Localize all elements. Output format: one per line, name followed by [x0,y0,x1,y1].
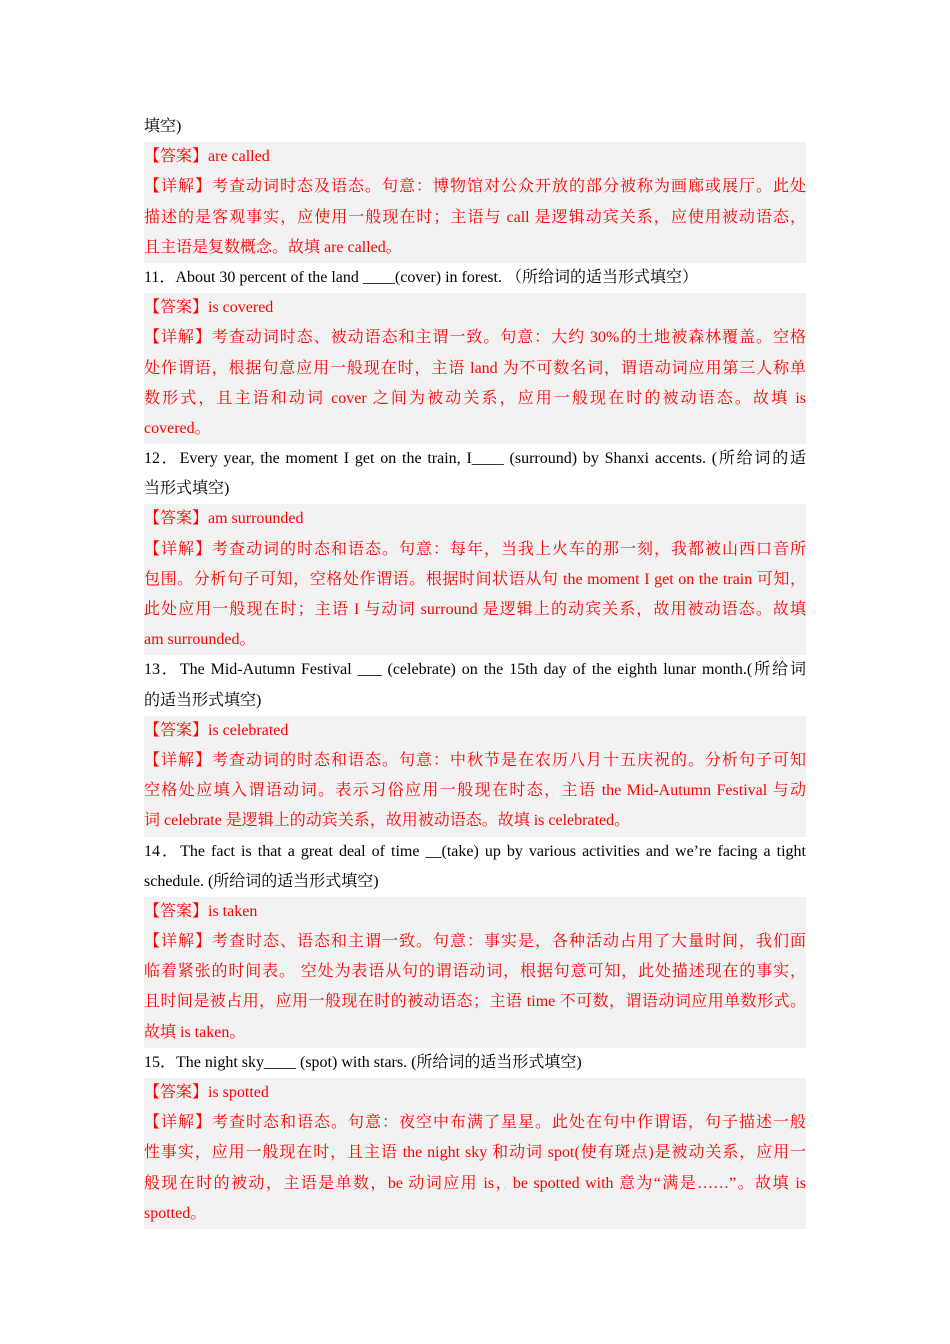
explanation-box-line: 处作谓语，根据句意应用一般现在时，主语 land 为不可数名词，谓语动词应用第三人称单 [144,359,806,377]
question-line: 11．About 30 percent of the land ____(cover) in forest. （所给词的适当形式填空） [144,268,698,286]
question-line: 14．The fact is that a great deal of time __(take) up by various activities and we’re facing a tight [144,842,806,860]
answer-box [144,716,806,746]
explanation-box-line: am surrounded。 [144,631,256,649]
question-line: 的适当形式填空) [144,691,262,709]
explanation-box-line: 性事实，应用一般现在时，且主语 the night sky 和动词 spot(使有斑点)是被动关系，应用一 [144,1144,806,1162]
explanation-box [144,535,806,656]
question [144,1048,806,1078]
explanation-box [144,1108,806,1229]
explanation-box-line: spotted。 [144,1204,207,1222]
answer-box-line: 【答案】is covered [144,299,274,317]
explanation-box-line: 【详解】考查时态和语态。句意：夜空中布满了星星。此处在句中作谓语，句子描述一般 [144,1114,806,1132]
explanation-box-line: 【详解】考查时态、语态和主谓一致。句意：事实是，各种活动占用了大量时间，我们面 [144,933,806,951]
question-line: 12．Every year, the moment I get on the train, I____ (surround) by Shanxi accents. (所给词的适 [144,450,806,468]
answer-box [144,897,806,927]
answer-box [144,142,806,172]
document-page [144,112,806,1229]
explanation-box [144,172,806,263]
explanation-box-line: 【详解】考查动词时态及语态。句意：博物馆对公众开放的部分被称为画廊或展厅。此处 [144,178,806,196]
explanation-box-line: 空格处应填入谓语动词。表示习俗应用一般现在时态，主语 the Mid-Autumn Festival 与动 [144,782,806,800]
question-line: 13．The Mid-Autumn Festival ___ (celebrate) on the 15th day of the eighth lunar month.(所给词 [144,661,806,679]
explanation-box-line: 【详解】考查动词的时态和语态。句意：中秋节是在农历八月十五庆祝的。分析句子可知 [144,751,806,769]
explanation-box [144,746,806,837]
question-line: 填空) [144,118,182,135]
answer-box [144,504,806,534]
question [144,837,806,897]
explanation-box-line: 此处应用一般现在时；主语 I 与动词 surround 是逻辑上的动宾关系，故用被动语态。故填 [144,601,806,618]
answer-box [144,1078,806,1108]
explanation-box-line: 【详解】考查动词的时态和语态。句意：每年，当我上火车的那一刻，我都被山西口音所 [144,540,806,558]
question [144,655,806,715]
answer-box [144,293,806,323]
answer-box-line: 【答案】are called [144,148,270,166]
explanation-box-line: covered。 [144,419,211,437]
answer-box-line: 【答案】is taken [144,902,258,920]
explanation-box-line: 且主语是复数概念。故填 are called。 [144,238,402,256]
answer-box-line: 【答案】is celebrated [144,721,289,739]
question-line: 15．The night sky____ (spot) with stars. (所给词的适当形式填空) [144,1053,582,1071]
explanation-box-line: 包围。分析句子可知，空格处作谓语。根据时间状语从句 the moment I get on the train 可知， [144,570,806,588]
question [144,112,806,142]
explanation-box-line: 般现在时的被动，主语是单数，be 动词应用 is，be spotted with 意为“满是……”。故填 is [144,1174,806,1192]
explanation-box [144,323,806,444]
question [144,263,806,293]
question-line: 当形式填空) [144,480,230,498]
answer-box-line: 【答案】is spotted [144,1084,269,1101]
explanation-box-line: 故填 is taken。 [144,1023,246,1041]
explanation-box-line: 词 celebrate 是逻辑上的动宾关系，故用被动语态。故填 is celebrated。 [144,812,631,830]
explanation-box-line: 描述的是客观事实，应使用一般现在时；主语与 call 是逻辑动宾关系，应使用被动语态， [144,208,806,226]
question [144,444,806,504]
explanation-box [144,927,806,1048]
answer-box-line: 【答案】am surrounded [144,510,304,528]
explanation-box-line: 【详解】考查动词时态、被动语态和主谓一致。句意：大约 30%的土地被森林覆盖。空格 [144,329,806,347]
explanation-box-line: 临着紧张的时间表。 空处为表语从句的谓语动词，根据句意可知，此处描述现在的事实， [144,963,806,981]
explanation-box-line: 数形式，且主语和动词 cover 之间为被动关系，应用一般现在时的被动语态。故填 is [144,389,806,407]
explanation-box-line: 且时间是被占用，应用一般现在时的被动语态；主语 time 不可数，谓语动词应用单数形式。 [144,993,806,1011]
question-line: schedule. (所给词的适当形式填空) [144,872,379,890]
